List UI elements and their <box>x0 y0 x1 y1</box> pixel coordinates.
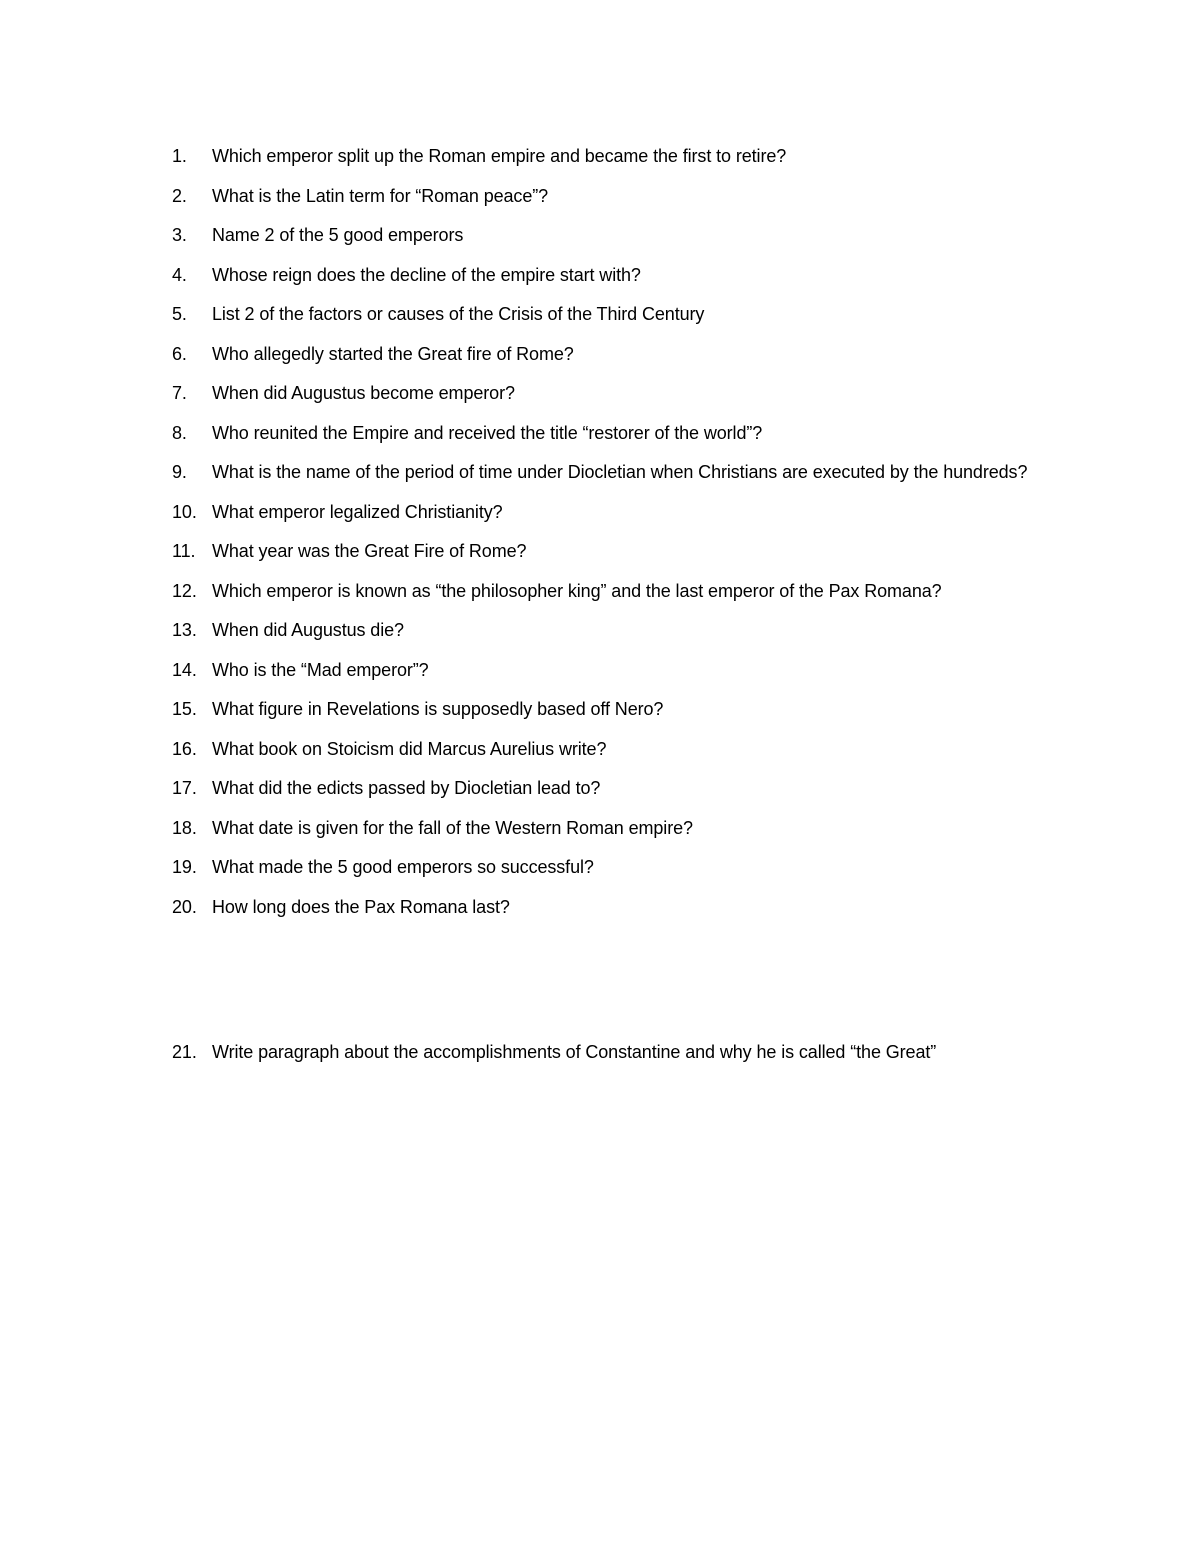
question-text: What did the edicts passed by Diocletian lead to? <box>212 778 601 798</box>
question-number: 7. <box>172 383 187 403</box>
question-text: When did Augustus become emperor? <box>212 383 515 403</box>
question-item <box>172 888 1052 928</box>
question-text: Who reunited the Empire and received the title “restorer of the world”? <box>212 422 763 443</box>
question-number: 21. <box>172 1042 197 1062</box>
question-number: 5. <box>172 304 187 324</box>
question-number: 3. <box>172 225 187 245</box>
question-text: Who allegedly started the Great fire of Rome? <box>212 343 574 364</box>
question-item <box>172 651 1052 691</box>
question-number: 10. <box>172 501 197 522</box>
question-number: 13. <box>172 620 197 640</box>
question-item <box>172 572 1052 612</box>
question-text: What book on Stoicism did Marcus Aurelius write? <box>212 738 607 759</box>
question-item <box>172 137 1052 177</box>
question-text: What is the Latin term for “Roman peace”? <box>212 185 549 206</box>
question-number: 14. <box>172 659 197 680</box>
question-number: 4. <box>172 264 187 285</box>
question-number: 2. <box>172 185 187 206</box>
question-item <box>172 335 1052 375</box>
essay-question-item <box>172 1033 1052 1073</box>
question-list <box>172 137 1052 1073</box>
question-text: What year was the Great Fire of Rome? <box>212 541 527 561</box>
question-item <box>172 414 1052 454</box>
question-item <box>172 295 1052 335</box>
question-text: What date is given for the fall of the Western Roman empire? <box>212 817 693 838</box>
question-number: 9. <box>172 462 187 482</box>
question-text: Which emperor is known as “the philosopher king” and the last emperor of the Pax Romana? <box>212 580 942 601</box>
question-item <box>172 493 1052 533</box>
question-text: Whose reign does the decline of the empire start with? <box>212 264 641 285</box>
question-number: 19. <box>172 857 197 877</box>
question-item <box>172 730 1052 770</box>
question-item <box>172 848 1052 888</box>
question-number: 6. <box>172 343 187 364</box>
question-text: Which emperor split up the Roman empire and became the first to retire? <box>212 146 787 166</box>
question-item <box>172 690 1052 730</box>
question-text: What emperor legalized Christianity? <box>212 501 503 522</box>
question-number: 17. <box>172 778 197 798</box>
question-item <box>172 453 1052 493</box>
question-text: Name 2 of the 5 good emperors <box>212 225 464 245</box>
question-number: 8. <box>172 422 187 443</box>
question-text: What figure in Revelations is supposedly based off Nero? <box>212 699 664 719</box>
question-item <box>172 532 1052 572</box>
question-item <box>172 216 1052 256</box>
question-item <box>172 256 1052 296</box>
question-number: 18. <box>172 817 197 838</box>
question-text: How long does the Pax Romana last? <box>212 896 510 917</box>
question-text: List 2 of the factors or causes of the Crisis of the Third Century <box>212 304 705 324</box>
question-text: When did Augustus die? <box>212 620 404 640</box>
question-text: Who is the “Mad emperor”? <box>212 659 429 680</box>
question-item <box>172 177 1052 217</box>
question-number: 1. <box>172 146 187 166</box>
question-number: 15. <box>172 699 197 719</box>
question-number: 20. <box>172 896 197 917</box>
question-item <box>172 374 1052 414</box>
question-item <box>172 769 1052 809</box>
question-item <box>172 809 1052 849</box>
question-number: 11. <box>172 541 196 561</box>
question-item <box>172 611 1052 651</box>
question-text: What made the 5 good emperors so successful? <box>212 857 594 877</box>
question-number: 16. <box>172 738 197 759</box>
question-number: 12. <box>172 580 197 601</box>
question-text: Write paragraph about the accomplishments of Constantine and why he is called “the Great” <box>212 1042 937 1062</box>
question-text: What is the name of the period of time under Diocletian when Christians are executed by the hundreds? <box>212 462 1028 482</box>
